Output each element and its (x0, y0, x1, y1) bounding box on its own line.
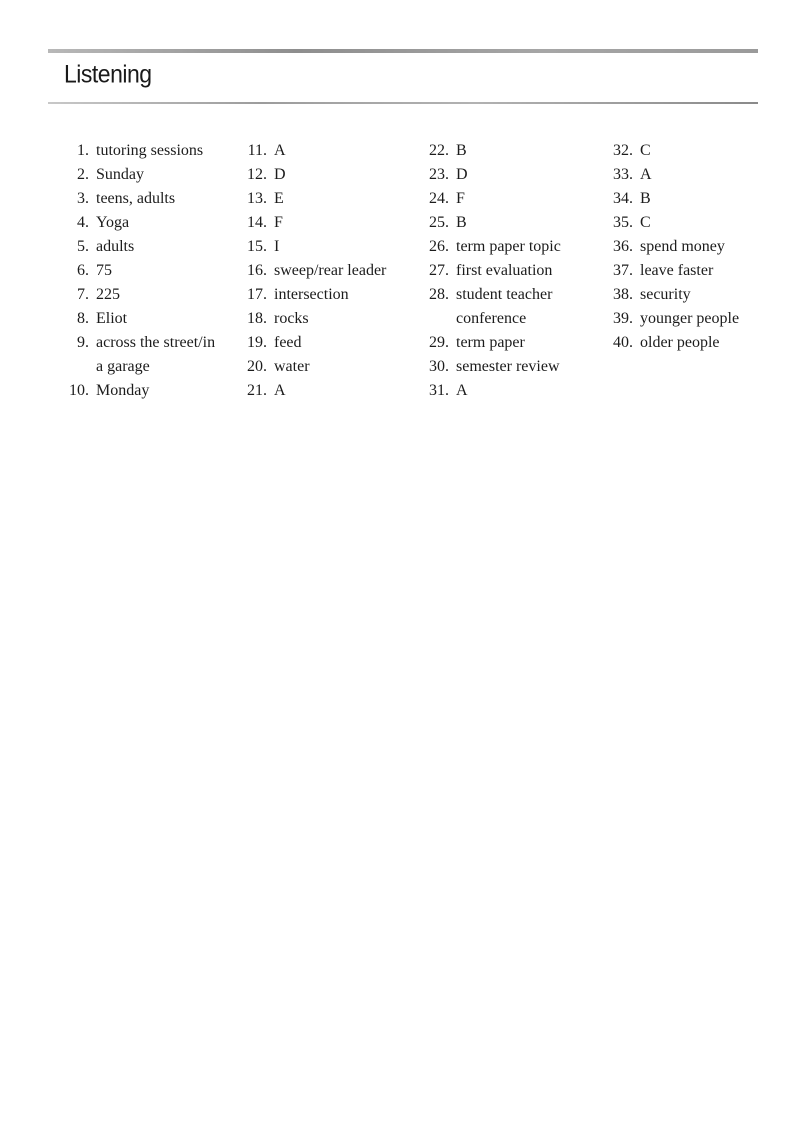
answer-text: D (456, 166, 468, 183)
answer-number: 39. (613, 310, 633, 327)
answer-number: 28. (429, 286, 449, 303)
answer-number: 35. (613, 214, 633, 231)
answer-text: teens, adults (96, 190, 176, 207)
answer-number: 26. (429, 238, 449, 255)
answer-number: 29. (429, 334, 449, 351)
answer-number: 36. (613, 238, 633, 255)
answer-item (238, 331, 386, 355)
answer-text: term paper topic (456, 238, 561, 255)
answer-number: 8. (77, 310, 89, 327)
answer-number: 37. (613, 262, 633, 279)
answer-text: security (640, 286, 691, 303)
answer-text: B (640, 190, 651, 207)
answer-item (60, 307, 215, 331)
answer-text: intersection (274, 286, 349, 303)
answer-number: 20. (247, 358, 267, 375)
answer-text: B (456, 214, 467, 231)
answer-column-4 (604, 139, 739, 355)
answer-item (238, 235, 386, 259)
answer-item (604, 163, 739, 187)
answer-item (604, 235, 739, 259)
answer-item (238, 283, 386, 307)
answer-item (604, 307, 739, 331)
answer-item (604, 187, 739, 211)
answer-number: 22. (429, 142, 449, 159)
answer-column-2 (238, 139, 386, 403)
answer-item (420, 235, 561, 259)
answer-text: younger people (640, 310, 740, 327)
answer-number: 19. (247, 334, 267, 351)
answer-text: F (274, 214, 283, 231)
answer-item (420, 355, 561, 379)
answer-item (60, 163, 215, 187)
answer-number: 31. (429, 382, 449, 399)
answer-number: 1. (77, 142, 89, 159)
answer-text: water (274, 358, 310, 375)
answer-number: 17. (247, 286, 267, 303)
answer-item (420, 187, 561, 211)
answer-item (604, 259, 739, 283)
answer-number: 24. (429, 190, 449, 207)
answer-item (420, 139, 561, 163)
answer-text: A (274, 142, 286, 159)
answer-number: 38. (613, 286, 633, 303)
answer-item (420, 283, 561, 331)
answer-item (60, 211, 215, 235)
answer-text: Monday (96, 382, 150, 399)
answer-number: 32. (613, 142, 633, 159)
answer-number: 9. (77, 334, 89, 351)
answer-text: tutoring sessions (96, 142, 204, 159)
answer-text: E (274, 190, 284, 207)
answer-text: C (640, 142, 651, 159)
answer-text: spend money (640, 238, 725, 255)
answer-text: B (456, 142, 467, 159)
answer-text: I (274, 238, 280, 255)
answer-number: 2. (77, 166, 89, 183)
answer-text: Eliot (96, 310, 128, 327)
answer-number: 7. (77, 286, 89, 303)
answer-number: 13. (247, 190, 267, 207)
answer-number: 3. (77, 190, 89, 207)
answer-item (238, 187, 386, 211)
answer-item (60, 139, 215, 163)
answer-item (604, 211, 739, 235)
answer-number: 6. (77, 262, 89, 279)
answer-number: 23. (429, 166, 449, 183)
answer-number: 12. (247, 166, 267, 183)
answer-item (604, 283, 739, 307)
answer-text: semester review (456, 358, 560, 375)
answer-number: 18. (247, 310, 267, 327)
answer-text: A (274, 382, 286, 399)
answer-item (238, 379, 386, 403)
answer-item (238, 355, 386, 379)
answer-text: D (274, 166, 286, 183)
answer-column-1 (60, 139, 215, 403)
answer-text: 75 (96, 262, 112, 279)
answer-item (420, 163, 561, 187)
answer-number: 40. (613, 334, 633, 351)
answer-text: Sunday (96, 166, 144, 183)
answer-number: 10. (69, 382, 89, 399)
answer-item (420, 259, 561, 283)
answer-number: 16. (247, 262, 267, 279)
answer-item (420, 379, 561, 403)
answer-number: 4. (77, 214, 89, 231)
answer-item (238, 163, 386, 187)
answer-text: leave faster (640, 262, 714, 279)
answer-text: feed (274, 334, 302, 351)
answer-item (238, 259, 386, 283)
answer-item (420, 331, 561, 355)
answer-text: 225 (96, 286, 120, 303)
answer-text: Yoga (96, 214, 130, 231)
answer-item (420, 211, 561, 235)
answer-text: adults (96, 238, 135, 255)
answer-item (60, 283, 215, 307)
answer-number: 34. (613, 190, 633, 207)
answer-text: older people (640, 334, 720, 351)
answer-number: 27. (429, 262, 449, 279)
answer-text: C (640, 214, 651, 231)
answer-item (604, 331, 739, 355)
answer-text: F (456, 190, 465, 207)
section-title: Listening (64, 60, 152, 89)
answer-item (60, 259, 215, 283)
answer-number: 33. (613, 166, 633, 183)
answer-item (238, 211, 386, 235)
answer-number: 14. (247, 214, 267, 231)
answer-text: first evaluation (456, 262, 553, 279)
answer-number: 25. (429, 214, 449, 231)
header-rule-bottom (48, 102, 758, 104)
answer-item (60, 331, 215, 379)
answer-text: A (640, 166, 652, 183)
answer-text: across the street/in a garage (96, 334, 216, 375)
answer-item (604, 139, 739, 163)
answer-item (238, 307, 386, 331)
answer-number: 5. (77, 238, 89, 255)
answer-number: 21. (247, 382, 267, 399)
answer-item (60, 235, 215, 259)
answer-text: term paper (456, 334, 525, 351)
answer-item (60, 187, 215, 211)
answer-item (60, 379, 215, 403)
answer-column-3 (420, 139, 561, 403)
answer-item (238, 139, 386, 163)
answer-text: student teacher conference (456, 286, 553, 327)
answer-text: sweep/rear leader (274, 262, 387, 279)
answer-number: 11. (247, 142, 267, 159)
answer-number: 15. (247, 238, 267, 255)
answer-text: A (456, 382, 468, 399)
answer-number: 30. (429, 358, 449, 375)
header-rule-top (48, 49, 758, 53)
answer-text: rocks (274, 310, 309, 327)
